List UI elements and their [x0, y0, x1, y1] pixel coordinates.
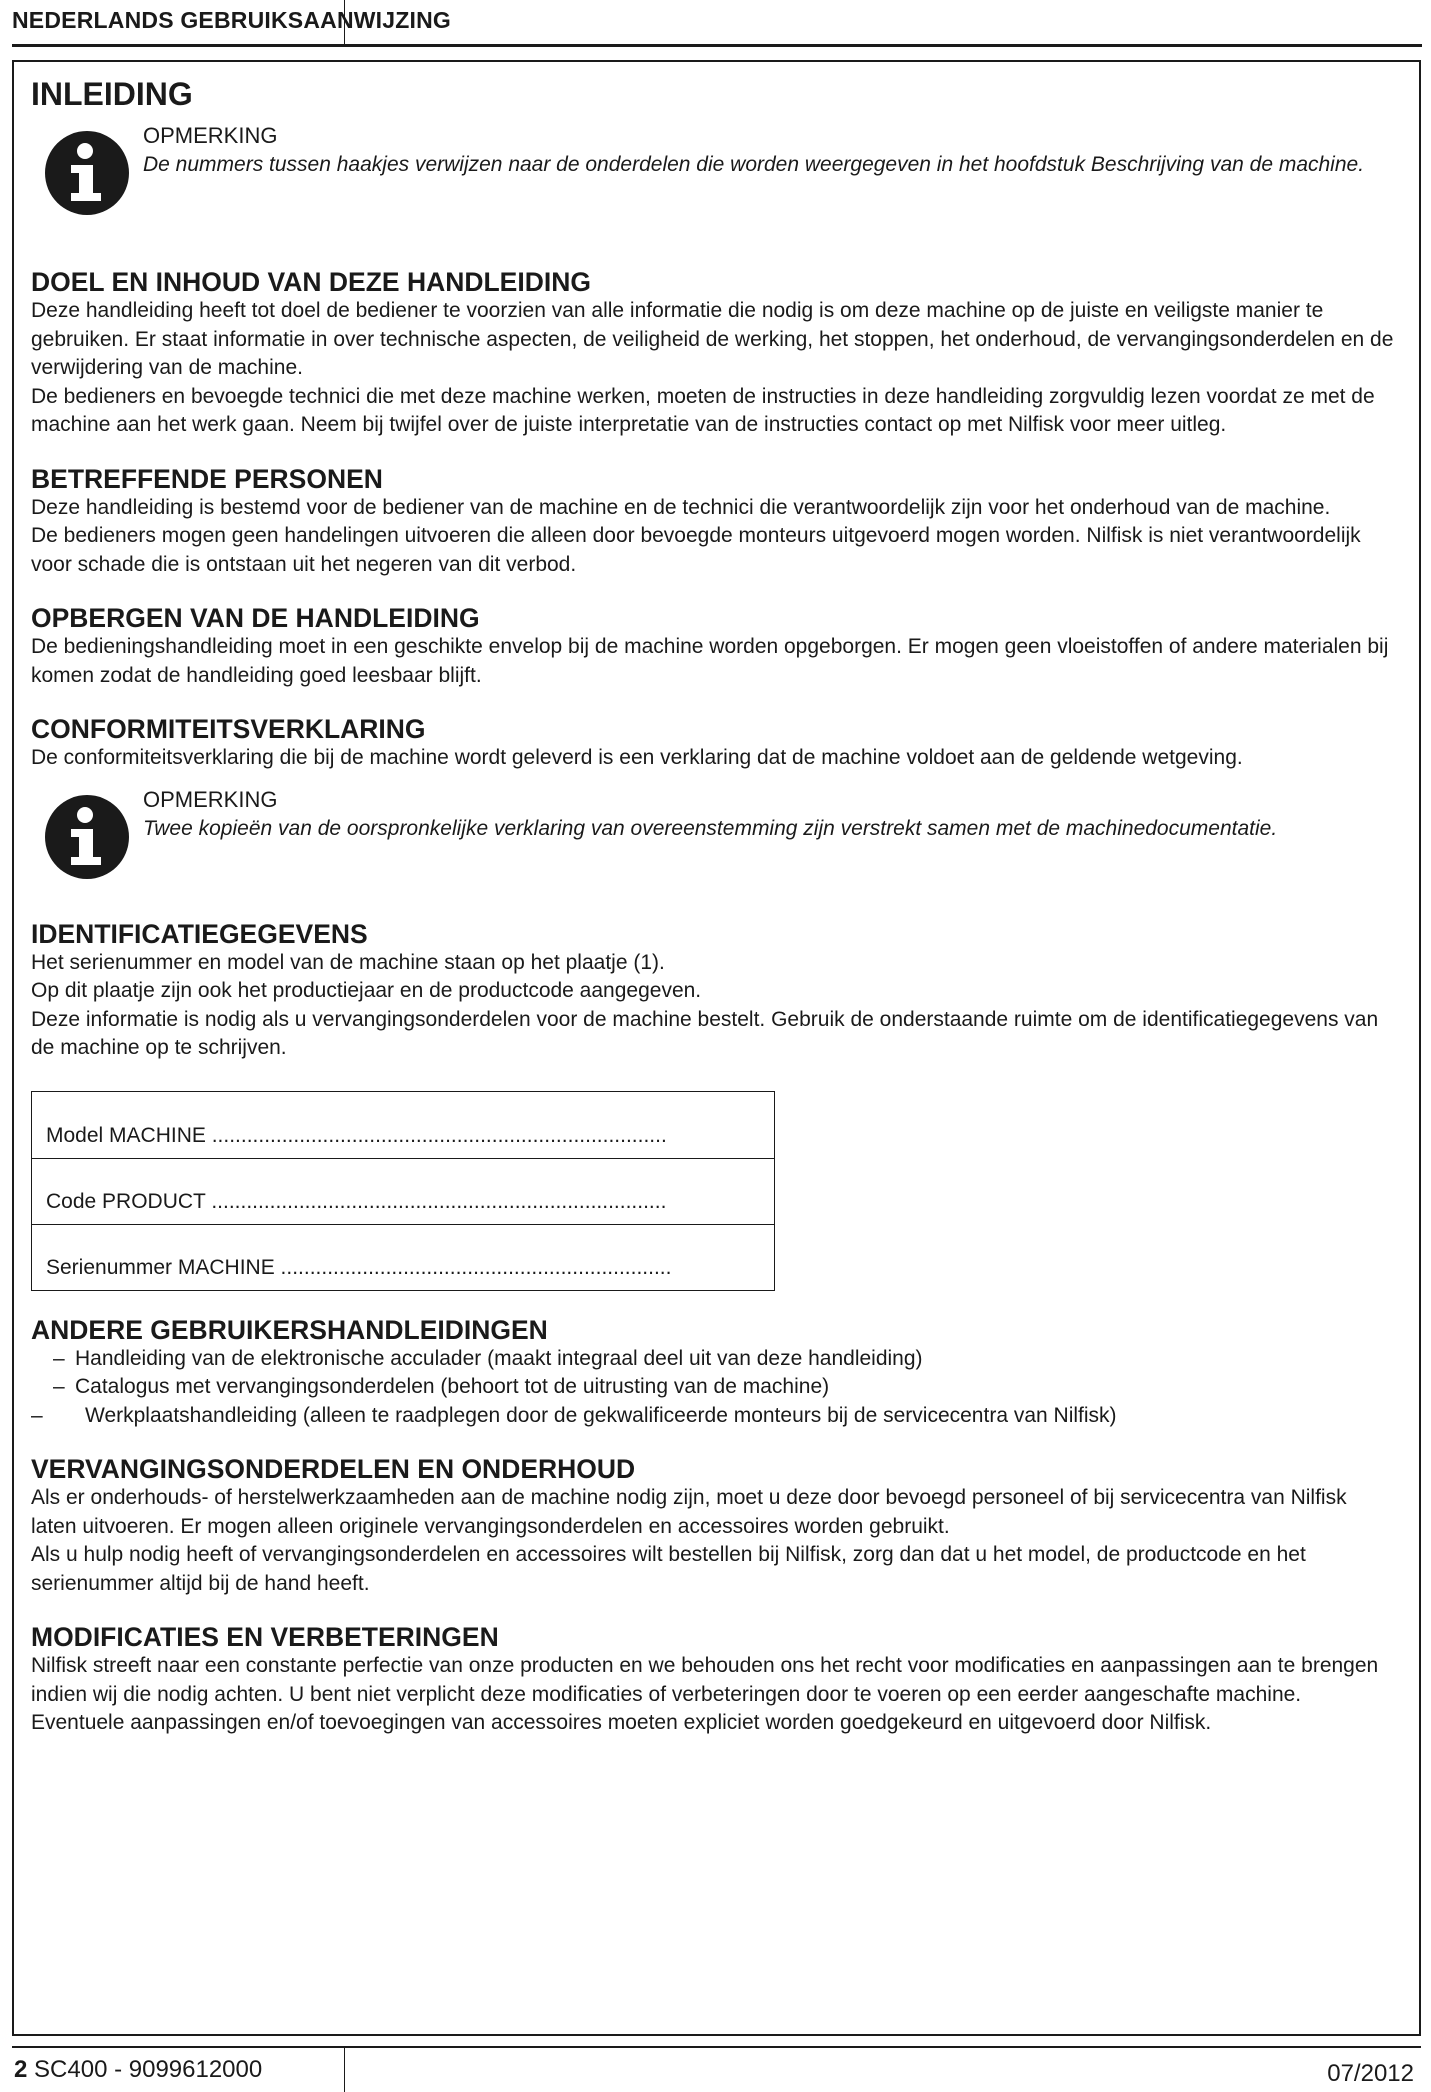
- paragraph: Het serienummer en model van de machine staan op het plaatje (1).: [31, 950, 665, 974]
- note-inleiding: [31, 121, 1396, 221]
- page-header: [0, 0, 1431, 44]
- paragraph: De conformiteitsverklaring die bij de machine wordt geleverd is een verklaring dat de machine voldoet aan de geldende wetgeving.: [31, 746, 1243, 769]
- paragraph: De bedieningshandleiding moet in een geschikte envelop bij de machine worden opgeborgen. Er mogen geen vloeistoffen of andere materialen bij komen zodat de handleiding goed leesbaar blijft.: [31, 635, 1389, 687]
- page-footer: [0, 2046, 1431, 2092]
- note-label: OPMERKING: [143, 786, 278, 812]
- list-item: – Catalogus met vervangingsonderdelen (behoort tot de uitrusting van de machine): [53, 1375, 830, 1398]
- info-icon: [43, 129, 131, 217]
- section-title-vervanging: VERVANGINGSONDERDELEN EN ONDERHOUD: [31, 1454, 636, 1484]
- paragraph: Deze informatie is nodig als u vervangingsonderdelen voor de machine bestelt. Gebruik de onderstaande ruimte om de identificatiegegevens van de machine op te schrijven.: [31, 1007, 1379, 1059]
- note-label: OPMERKING: [143, 123, 278, 148]
- paragraph: Als u hulp nodig heeft of vervangingsonderdelen en accessoires wilt bestellen bij Nilfisk, zorg dan dat u het model, de productcode en het serienummer altijd bij de hand heeft.: [31, 1543, 1306, 1595]
- paragraph: Op dit plaatje zijn ook het productiejaar en de productcode aangegeven.: [31, 979, 702, 1002]
- header-divider: [344, 0, 345, 44]
- paragraph: Als er onderhouds- of herstelwerkzaamheden aan de machine nodig zijn, moet u deze door bevoegd personeel of bij servicecentra van Nilfisk laten uitvoeren. Er mogen alleen originele vervangingsonderdelen en accessoires worden gebruikt.: [31, 1486, 1347, 1538]
- header-rule: [12, 44, 1422, 47]
- section-title-conformiteit: CONFORMITEITSVERKLARING: [31, 714, 426, 744]
- paragraph: Deze handleiding heeft tot doel de bediener te voorzien van alle informatie die nodig is om deze machine op de juiste en veiligste manier te gebruiken. Er staat informatie in over technische aspecten, de veiligheid de werking, het stoppen, het onderhoud, de vervangingsonderdelen en de verwijdering van de machine.: [31, 299, 1394, 379]
- note-conformiteit: [31, 785, 1396, 885]
- id-row-model: [32, 1092, 774, 1158]
- section-title-personen: BETREFFENDE PERSONEN: [31, 463, 383, 494]
- header-title: NEDERLANDS GEBRUIKSAANWIJZING: [12, 7, 451, 33]
- footer-rule: [12, 2046, 1421, 2048]
- section-title-andere: ANDERE GEBRUIKERSHANDLEIDINGEN: [31, 1314, 548, 1345]
- section-title-identificatie: IDENTIFICATIEGEGEVENS: [31, 918, 368, 949]
- section-doel: [31, 267, 1396, 440]
- section-title-opbergen: OPBERGEN VAN DE HANDLEIDING: [31, 603, 480, 633]
- section-personen: [31, 464, 1396, 580]
- document-list: [31, 1345, 1396, 1431]
- id-field-serial: Serienummer MACHINE ...................................................................: [46, 1255, 672, 1279]
- list-item: – Werkplaatshandleiding (alleen te raadplegen door de gekwalificeerde monteurs bij de servicecentra van Nilfisk): [31, 1403, 1117, 1427]
- info-icon: [43, 793, 131, 881]
- section-andere: [31, 1315, 1396, 1431]
- identification-table: [31, 1091, 775, 1291]
- paragraph: Deze handleiding is bestemd voor de bediener van de machine en de technici die verantwoordelijk zijn voor het onderhoud van de machine.: [31, 495, 1331, 519]
- section-conformiteit: [31, 714, 1396, 885]
- note-text: Twee kopieën van de oorspronkelijke verklaring van overeenstemming zijn verstrekt samen met de machinedocumentatie.: [143, 816, 1278, 840]
- id-field-model: Model MACHINE ..............................................................................: [46, 1123, 667, 1147]
- paragraph: De bedieners mogen geen handelingen uitvoeren die alleen door bevoegde monteurs uitgevoerd mogen worden. Nilfisk is niet verantwoordelijk voor schade die is ontstaan uit het negeren van dit verbod.: [31, 524, 1361, 576]
- footer-divider: [344, 2046, 345, 2092]
- model-code: SC400 - 9099612000: [34, 2056, 263, 2083]
- section-title-doel: DOEL EN INHOUD VAN DEZE HANDLEIDING: [31, 267, 591, 297]
- id-row-code: [32, 1158, 774, 1224]
- section-vervanging: [31, 1454, 1396, 1598]
- note-text: De nummers tussen haakjes verwijzen naar de onderdelen die worden weergegeven in het hoofdstuk Beschrijving van de machine.: [143, 153, 1365, 176]
- paragraph: Eventuele aanpassingen en/of toevoegingen van accessoires moeten expliciet worden goedgekeurd en uitgevoerd door Nilfisk.: [31, 1711, 1212, 1734]
- document-body: [31, 75, 1396, 1738]
- page-number: 2: [14, 2056, 28, 2083]
- list-item: – Handleiding van de elektronische acculader (maakt integraal deel uit van deze handleiding): [53, 1346, 923, 1370]
- footer-date: 07/2012: [1327, 2060, 1414, 2087]
- section-modificaties: [31, 1622, 1396, 1738]
- section-title-modificaties: MODIFICATIES EN VERBETERINGEN: [31, 1622, 499, 1652]
- section-title-inleiding: INLEIDING: [31, 76, 193, 112]
- section-opbergen: [31, 603, 1396, 690]
- paragraph: De bedieners en bevoegde technici die met deze machine werken, moeten de instructies in deze handleiding zorgvuldig lezen voordat ze met de machine aan het werk gaan. Neem bij twijfel over de juiste interpretatie van de instructies contact op met Nilfisk voor meer uitleg.: [31, 384, 1375, 436]
- id-row-serial: [32, 1224, 774, 1290]
- paragraph: Nilfisk streeft naar een constante perfectie van onze producten en we behouden ons het recht voor modificaties en aanpassingen aan te brengen indien wij die nodig achten. U bent niet verplicht deze modificaties of verbeteringen door te voeren op een eerder aangeschafte machine.: [31, 1654, 1379, 1706]
- section-identificatie: [31, 919, 1396, 1291]
- footer-page-info: [14, 2056, 262, 2084]
- id-field-code: Code PRODUCT ..............................................................................: [46, 1189, 667, 1213]
